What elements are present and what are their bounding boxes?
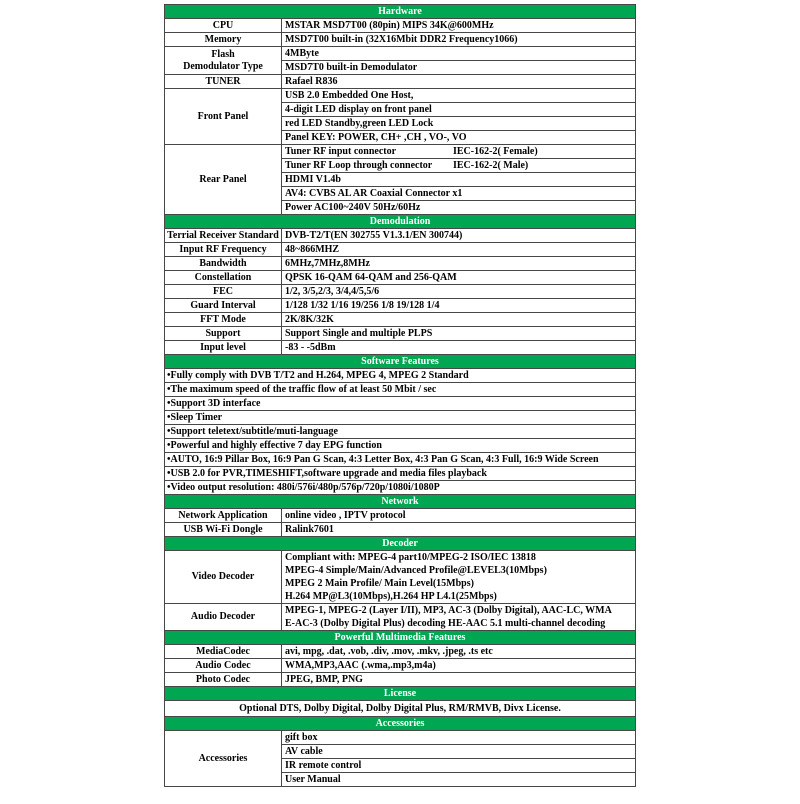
spec-row <box>165 145 635 215</box>
row-label-text: Network Application <box>178 509 268 521</box>
value-line: Rafael R836 <box>285 75 338 87</box>
row-label-text: Guard Interval <box>190 299 256 311</box>
row-label-text: TUNER <box>205 75 241 87</box>
row-label <box>165 257 282 270</box>
row-label <box>165 673 282 686</box>
row-label-text: Flash <box>211 48 235 60</box>
row-value-cell <box>282 19 635 32</box>
spec-row <box>165 75 635 89</box>
row-label-text: Audio Decoder <box>190 611 256 622</box>
row-label <box>165 509 282 522</box>
value-line: MSD7T00 built-in (32X16Mbit DDR2 Frequency1066) <box>285 33 518 45</box>
value-line: Compliant with: MPEG-4 part10/MPEG-2 ISO/IEC 13818 <box>285 551 536 563</box>
spec-row <box>165 47 635 75</box>
feature-line: •Video output resolution: 480i/576i/480p/576p/720p/1080i/1080P <box>165 481 635 495</box>
row-value-cell <box>282 313 635 326</box>
row-label-text: Terrial Receiver Standard <box>167 229 279 241</box>
value-line: Power AC100~240V 50Hz/60Hz <box>282 200 635 214</box>
spec-row <box>165 604 635 631</box>
row-value-cell <box>282 285 635 298</box>
row-value-cell <box>282 673 635 686</box>
section-header: Hardware <box>165 5 635 19</box>
row-value-cell <box>282 523 635 536</box>
section-header: License <box>165 687 635 701</box>
row-label-text: Input RF Frequency <box>179 243 267 255</box>
row-value-cell <box>282 257 635 270</box>
value-line: Ralink7601 <box>285 523 334 535</box>
value-line: 1/2, 3/5,2/3, 3/4,4/5,5/6 <box>285 285 380 297</box>
value-line: Panel KEY: POWER, CH+ ,CH , VO-, VO <box>282 130 635 144</box>
section-header: Demodulation <box>165 215 635 229</box>
feature-line: •Powerful and highly effective 7 day EPG function <box>165 439 635 453</box>
spec-row <box>165 659 635 673</box>
row-value-cell <box>282 659 635 672</box>
value-line: JPEG, BMP, PNG <box>285 673 363 685</box>
row-value-cell <box>282 731 635 786</box>
value-line: WMA,MP3,AAC (.wma,.mp3,m4a) <box>285 659 436 671</box>
row-value-cell <box>282 229 635 242</box>
spec-row <box>165 271 635 285</box>
row-label <box>165 604 282 630</box>
row-label-text: Demodulator Type <box>183 60 263 72</box>
row-label <box>165 327 282 340</box>
section-header: Accessories <box>165 717 635 731</box>
row-value-cell <box>282 33 635 46</box>
value-line <box>282 158 635 172</box>
spec-table <box>164 4 636 787</box>
row-label-text: Accessories <box>198 752 248 764</box>
row-value-cell <box>282 47 635 74</box>
row-label-text: Photo Codec <box>195 673 251 685</box>
row-label-text: FFT Mode <box>200 313 246 325</box>
spec-row <box>165 731 635 786</box>
row-label <box>165 47 282 74</box>
row-label-text: Support <box>205 327 241 339</box>
value-line: USB 2.0 Embedded One Host, <box>285 89 414 101</box>
row-label <box>165 33 282 46</box>
value-line: avi, mpg, .dat, .vob, .div, .mov, .mkv, .jpeg, .ts etc <box>285 645 493 657</box>
value-line <box>282 145 635 158</box>
row-label <box>165 271 282 284</box>
row-label <box>165 19 282 32</box>
spec-row <box>165 673 635 687</box>
feature-line: •USB 2.0 for PVR,TIMESHIFT,software upgrade and media files playback <box>165 467 635 481</box>
section-header: Software Features <box>165 355 635 369</box>
spec-row <box>165 243 635 257</box>
row-value-cell <box>282 89 635 144</box>
value-text: Tuner RF input connector <box>285 145 397 157</box>
spec-row <box>165 313 635 327</box>
spec-row <box>165 509 635 523</box>
row-label-text: Rear Panel <box>199 173 247 185</box>
row-label-text: Constellation <box>194 271 252 283</box>
value-line: 4MByte <box>285 47 319 59</box>
feature-line: •Fully comply with DVB T/T2 and H.264, MPEG 4, MPEG 2 Standard <box>165 369 635 383</box>
spec-row <box>165 645 635 659</box>
value-line: AV cable <box>282 744 635 758</box>
row-label <box>165 89 282 144</box>
section-header: Powerful Multimedia Features <box>165 631 635 645</box>
row-label <box>165 145 282 214</box>
feature-line: •AUTO, 16:9 Pillar Box, 16:9 Pan G Scan, 4:3 Letter Box, 4:3 Pan G Scan, 4:3 Full, 16:9 Wide Screen <box>165 453 635 467</box>
value-line: IR remote control <box>282 758 635 772</box>
row-value-cell <box>282 509 635 522</box>
section-header: Network <box>165 495 635 509</box>
row-value-cell <box>282 299 635 312</box>
row-label <box>165 659 282 672</box>
value-line: online video , IPTV protocol <box>285 509 406 521</box>
feature-line: •Support 3D interface <box>165 397 635 411</box>
row-label <box>165 551 282 603</box>
row-label <box>165 313 282 326</box>
value-line: 48~866MHZ <box>285 243 340 255</box>
row-label-text: MediaCodec <box>196 645 250 657</box>
value-line: User Manual <box>282 772 635 786</box>
value-note: IEC-162-2( Female) <box>453 145 538 157</box>
feature-line: •Sleep Timer <box>165 411 635 425</box>
row-label <box>165 299 282 312</box>
spec-row <box>165 19 635 33</box>
row-label <box>165 523 282 536</box>
spec-row <box>165 341 635 355</box>
value-line: MPEG-4 Simple/Main/Advanced Profile@LEVEL3(10Mbps) <box>285 564 547 576</box>
value-line: QPSK 16-QAM 64-QAM and 256-QAM <box>285 271 457 283</box>
value-line: DVB-T2/T(EN 302755 V1.3.1/EN 300744) <box>285 229 463 241</box>
row-label <box>165 731 282 786</box>
row-label-text: Memory <box>204 33 242 45</box>
feature-line: •The maximum speed of the traffic flow of at least 50 Mbit / sec <box>165 383 635 397</box>
value-line: MSTAR MSD7T00 (80pin) MIPS 34K@600MHz <box>285 19 494 31</box>
spec-row <box>165 285 635 299</box>
row-label <box>165 229 282 242</box>
spec-row <box>165 257 635 271</box>
row-label <box>165 285 282 298</box>
spec-row <box>165 523 635 537</box>
row-value-cell <box>282 75 635 88</box>
row-label-text: Input level <box>200 341 246 353</box>
row-label-text: Front Panel <box>197 110 249 122</box>
row-value-cell <box>282 604 635 630</box>
row-label <box>165 243 282 256</box>
value-line: MPEG-1, MPEG-2 (Layer I/II), MP3, AC-3 (Dolby Digital), AAC-LC, WMA <box>285 604 612 616</box>
row-value-cell <box>282 243 635 256</box>
row-value-cell <box>282 341 635 354</box>
value-line: red LED Standby,green LED Lock <box>282 116 635 130</box>
section-header: Decoder <box>165 537 635 551</box>
value-line: 6MHz,7MHz,8MHz <box>285 257 370 269</box>
row-label <box>165 645 282 658</box>
row-value-cell <box>282 145 635 214</box>
row-label-text: Bandwidth <box>199 257 247 269</box>
row-label <box>165 75 282 88</box>
row-label-text: CPU <box>212 19 234 31</box>
row-label <box>165 341 282 354</box>
spec-row <box>165 327 635 341</box>
value-note: IEC-162-2( Male) <box>453 159 529 171</box>
row-label-text: Audio Codec <box>195 659 251 671</box>
spec-row <box>165 89 635 145</box>
value-line: HDMI V1.4b <box>282 172 635 186</box>
value-line: H.264 MP@L3(10Mbps),H.264 HP L4.1(25Mbps) <box>285 590 497 602</box>
feature-line: •Support teletext/subtitle/muti-language <box>165 425 635 439</box>
row-value-cell <box>282 327 635 340</box>
spec-row <box>165 299 635 313</box>
value-line: gift box <box>285 731 318 743</box>
spec-row <box>165 229 635 243</box>
row-value-cell <box>282 551 635 603</box>
row-label-text: USB Wi-Fi Dongle <box>183 523 263 535</box>
value-line: 2K/8K/32K <box>285 313 334 325</box>
row-value-cell <box>282 645 635 658</box>
value-line: -83 - -5dBm <box>285 341 336 353</box>
value-line: MSD7T0 built-in Demodulator <box>282 60 635 74</box>
row-label-text: FEC <box>213 285 233 297</box>
license-line: Optional DTS, Dolby Digital, Dolby Digital Plus, RM/RMVB, Divx License. <box>165 701 635 717</box>
value-line: AV4: CVBS AL AR Coaxial Connector x1 <box>282 186 635 200</box>
value-line: Support Single and multiple PLPS <box>285 327 433 339</box>
value-text: Tuner RF Loop through connector <box>285 159 433 171</box>
spec-row <box>165 551 635 604</box>
value-line: 1/128 1/32 1/16 19/256 1/8 19/128 1/4 <box>285 299 440 311</box>
row-label-text: Video Decoder <box>191 571 255 582</box>
value-line: E-AC-3 (Dolby Digital Plus) decoding HE-AAC 5.1 multi-channel decoding <box>285 617 606 629</box>
value-line: MPEG 2 Main Profile/ Main Level(15Mbps) <box>285 577 474 589</box>
spec-row <box>165 33 635 47</box>
row-value-cell <box>282 271 635 284</box>
value-line: 4-digit LED display on front panel <box>282 102 635 116</box>
